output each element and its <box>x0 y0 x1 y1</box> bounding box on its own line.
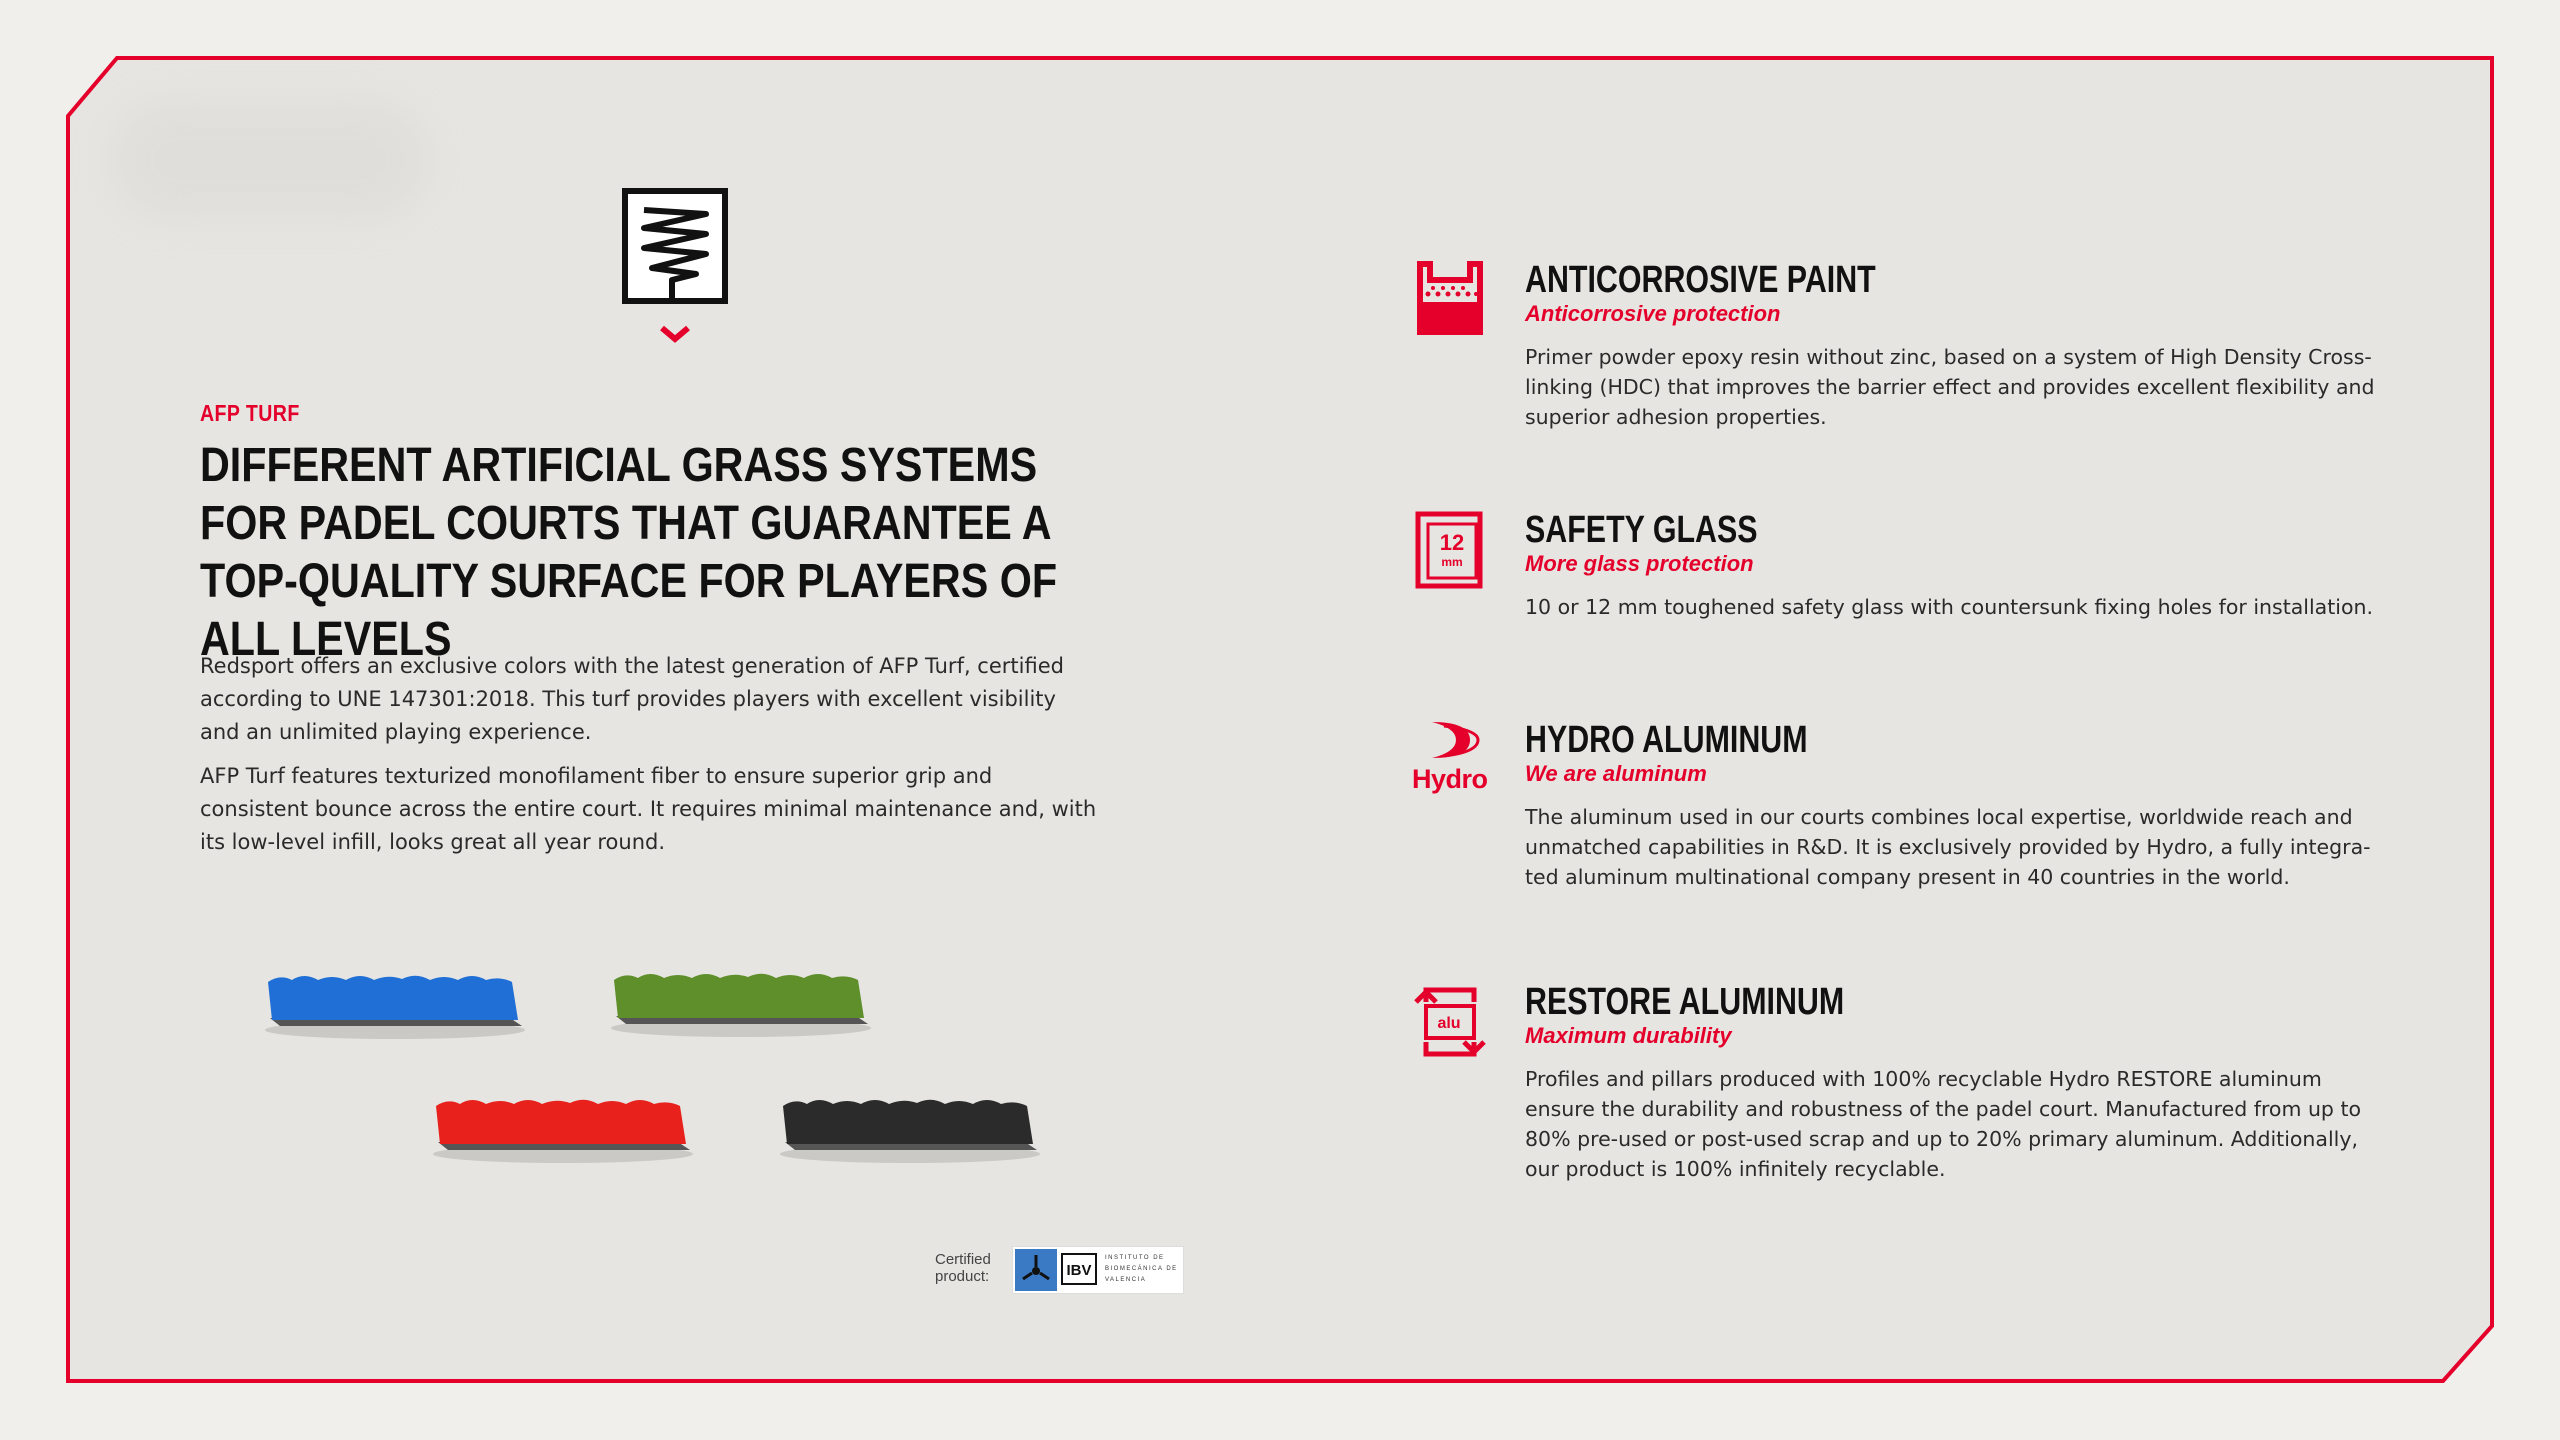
feature-description: 10 or 12 mm toughened safety glass with countersunk fixing holes for installation. <box>1525 595 2374 619</box>
blurred-logo <box>110 100 430 220</box>
ibv-emblem-icon <box>1015 1249 1057 1291</box>
intro-paragraph-2: AFP Turf features texturized monofilament fiber to ensure superior grip and consistent bounce across the entire court. It requires minimal maintenance and, with its low-level infill, looks great all year round. <box>200 764 1097 854</box>
feature-subtitle: Maximum durability <box>1525 1023 1732 1048</box>
turf-sample-blue <box>260 968 530 1040</box>
feature-description: The aluminum used in our courts combines local expertise, worldwide reach and unmatched capabilities in R&D. It is exclusively provided by Hydro, a fully integra-ted aluminum multinational company present in 40 countries in the world. <box>1525 805 2371 889</box>
certified-label: Certified product: <box>935 1251 991 1285</box>
turf-sample-red <box>428 1092 698 1164</box>
ibv-certification-logo <box>1012 1246 1184 1294</box>
eyebrow-label: AFP TURF <box>200 400 300 426</box>
hydro-logo-text: Hydro <box>1412 764 1488 794</box>
feature-title: SAFETY GLASS <box>1525 509 1758 551</box>
glass-12mm-icon <box>1412 508 1488 592</box>
feature-title: ANTICORROSIVE PAINT <box>1525 259 1876 301</box>
feature-description: Profiles and pillars produced with 100% recyclable Hydro RESTORE aluminum ensure the durability and robustness of the padel court. Manufactured from up to 80% pre-used or post-used scrap and up to 20% primary aluminum. Additionally, our product is 100% infinitely recyclable. <box>1525 1067 2362 1181</box>
spring-icon <box>622 188 728 350</box>
intro-paragraph-1: Redsport offers an exclusive colors with the latest generation of AFP Turf, certified according to UNE 147301:2018. This turf provides players with excellent visibility and an unlimited playing experience. <box>200 654 1064 744</box>
hydro-logo-icon <box>1426 718 1482 762</box>
paint-bucket-icon <box>1412 258 1488 342</box>
turf-sample-black <box>775 1092 1045 1164</box>
alu-icon-text: alu <box>1437 1015 1461 1032</box>
feature-title: HYDRO ALUMINUM <box>1525 719 1808 761</box>
feature-subtitle: More glass protection <box>1525 551 1754 576</box>
turf-sample-green <box>606 966 876 1038</box>
feature-description: Primer powder epoxy resin without zinc, based on a system of High Density Cross-linking (HDC) that improves the barrier effect and provides excellent flexibility and superior adhesion properties. <box>1525 345 2375 429</box>
recycle-alu-icon <box>1412 980 1488 1064</box>
ibv-short: IBV <box>1061 1253 1097 1285</box>
ibv-full-name: INSTITUTO DE BIOMECÁNICA DE VALENCIA <box>1105 1255 1178 1283</box>
feature-subtitle: We are aluminum <box>1525 761 1707 786</box>
feature-title: RESTORE ALUMINUM <box>1525 981 1845 1023</box>
page-headline: DIFFERENT ARTIFICIAL GRASS SYSTEMS FOR PADEL COURTS THAT GUARANTEE A TOP-QUALITY SURFACE FOR PLAYERS OF ALL LEVELS <box>200 439 1058 666</box>
glass-icon-unit: mm <box>1441 555 1463 569</box>
feature-subtitle: Anticorrosive protection <box>1525 301 1781 326</box>
glass-icon-number: 12 <box>1439 530 1465 555</box>
